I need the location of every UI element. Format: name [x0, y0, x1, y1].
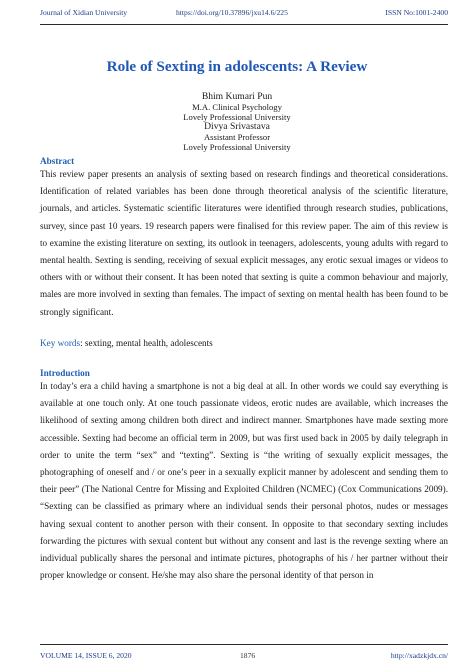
author-affiliation: Lovely Professional University — [183, 112, 291, 122]
page-number: 1876 — [240, 651, 256, 660]
abstract-heading: Abstract — [40, 156, 75, 166]
journal-name: Journal of Xidian University — [40, 8, 128, 17]
introduction-text: In today’s era a child having a smartphone is not a big deal at all. In other words we could say everything is available at one touch only. At one touch passionate videos, erotic nudes are available, which increases the likelihood of sexting among children both direct and indirect manner. Smartphones have made sexting more accessible. Sexting had become an official term in 2009, but was first used back in 2005 by daily telegraph in order to unite the term “sex” and “texting”. Sexting is “the writing of sexually explicit messages, the photographing of oneself and / or one’s peer in a sexually explicit manner by adolescent and sending them to their peer” (The National Centre for Missing and Exploited Children (NCMEC) (Cox Communications 2009). “Sexting can be classified as primary where an individual sends their personal photos, nudes or messages having sexual content to another person with their consent. In opposite to that secondary sexting includes forwarding the pictures with sexual content but without any consent and last is the revenge sexting where an individual publically shares the personal and intimate pictures, photographs of his / her partner without their proper knowledge or consent. He/she may also share the personal identity of that person in — [40, 381, 448, 581]
author-affiliation: M.A. Clinical Psychology — [192, 102, 282, 112]
author-name: Bhim Kumari Pun — [201, 91, 273, 102]
author-affiliation: Lovely Professional University — [183, 142, 291, 152]
footer-rule — [40, 644, 448, 645]
issn-number: ISSN No:1001-2400 — [385, 8, 448, 17]
keywords-separator: : — [80, 338, 83, 348]
keywords-label: Key words — [40, 338, 81, 348]
author-affiliation: Assistant Professor — [203, 132, 271, 142]
running-header — [40, 8, 448, 22]
keywords-line — [40, 336, 213, 350]
doi-link[interactable]: https://doi.org/10.37896/jxu14.6/225 — [176, 8, 288, 17]
journal-url[interactable]: http://xadzkjdx.cn/ — [390, 651, 448, 660]
paper-title: Role of Sexting in adolescents: A Review — [106, 58, 368, 75]
keywords-text: sexting, mental health, adolescents — [82, 338, 213, 348]
author-name: Divya Srivastava — [204, 121, 270, 132]
abstract-text: This review paper presents an analysis of sexting based on research findings and theoretical considerations. Identification of related variables has been done through theoretical analysis of the scientific literature, journals, and articles. Systematic scientific literatures were identified through research studies, publications, survey, since past 10 years. 19 research papers were finalised for this review paper. The aim of this review is to examine the existing literature on sexting, its outlook in teenagers, adolescents, young adults with regard to mental health. Sexting is sending, receiving of sexual explicit messages, any erotic sexual images or videos to others with or without their consent. It has been noted that sexting is quite a common behaviour and majorly, males are more involved in sexting than females. The impact of sexting on mental health has been found to be strongly significant. — [40, 169, 448, 317]
author-block — [0, 92, 474, 152]
header-rule — [40, 24, 448, 25]
introduction-heading: Introduction — [40, 368, 90, 378]
volume-issue: VOLUME 14, ISSUE 6, 2020 — [40, 651, 132, 660]
running-footer — [40, 651, 448, 663]
